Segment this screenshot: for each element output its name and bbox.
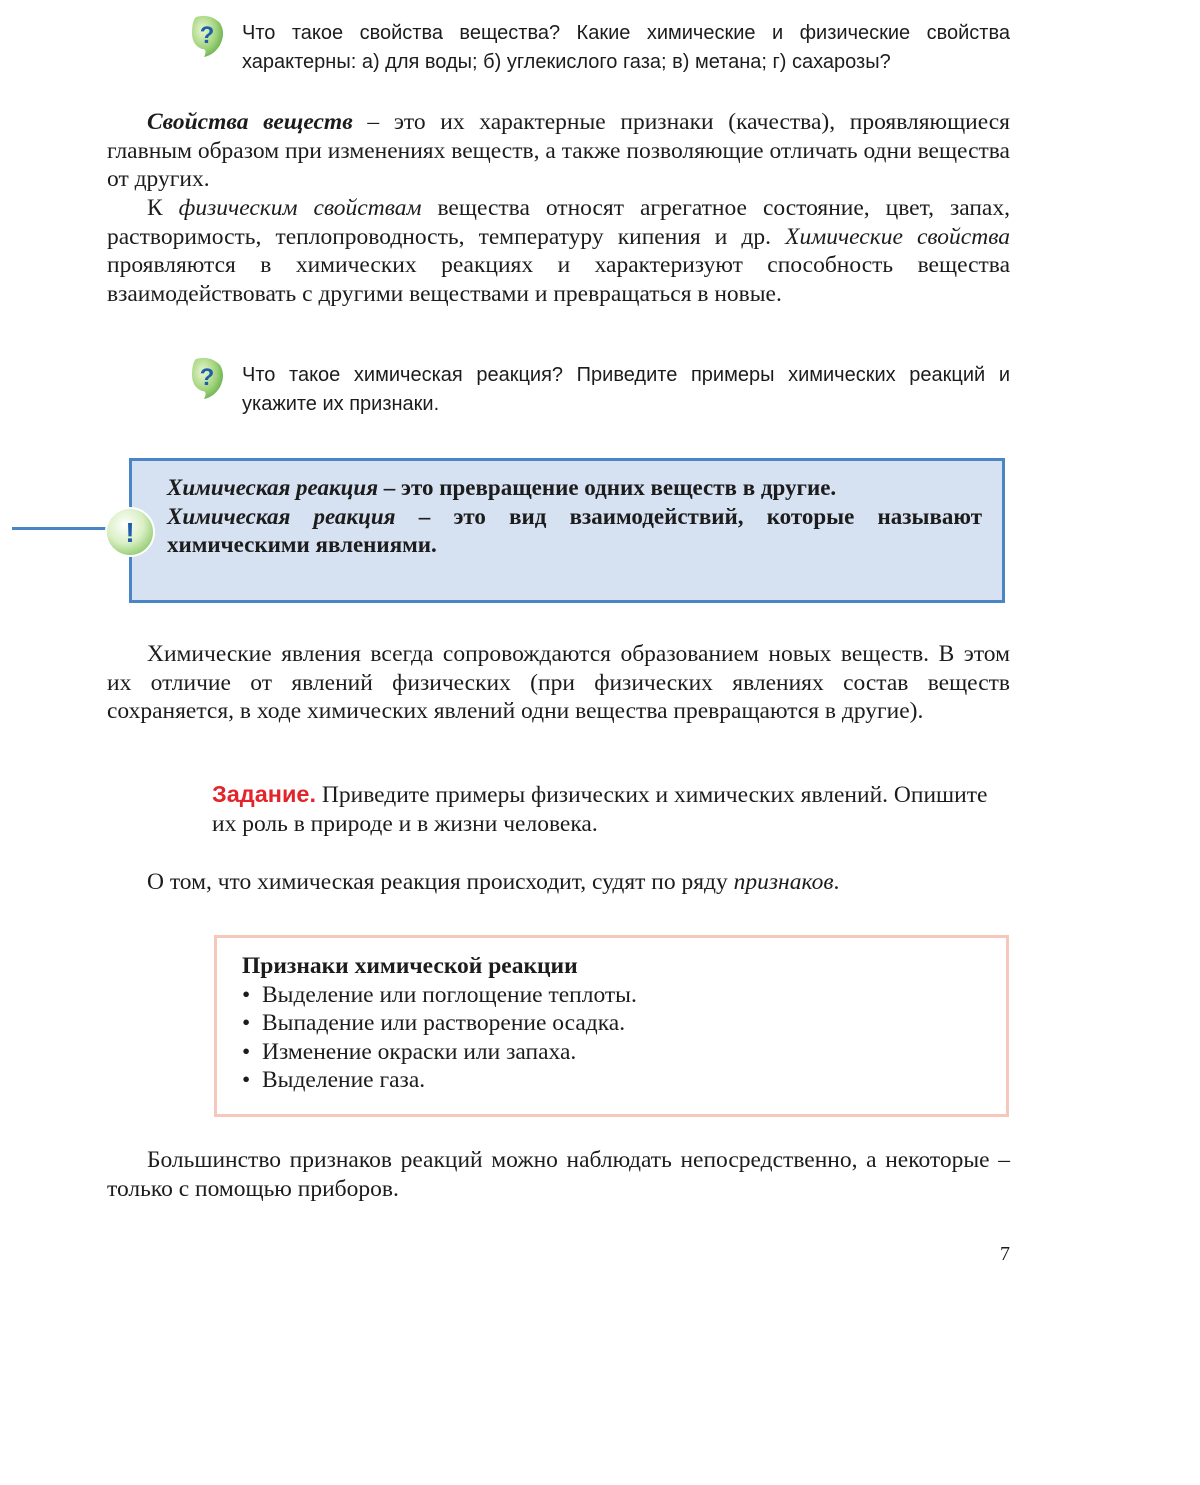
question-block-properties (190, 15, 1010, 77)
paragraph-physical-chemical (107, 194, 1010, 308)
definition-connector-line (12, 527, 108, 530)
paragraph-text: вещества относят агрегатное состояние, цвет, запах, растворимость, теплопроводность, температуру кипения и др. (107, 195, 1010, 250)
paragraph-text: Большинство признаков реакций можно наблюдать непосредственно, а некоторые – только с помощью приборов. (107, 1147, 1010, 1202)
paragraph-text: О том, что химическая реакция происходит, судят по ряду (147, 869, 734, 895)
page-number: 7 (1000, 1243, 1010, 1265)
paragraph-phenomena (107, 640, 1010, 726)
paragraph-text: Химические явления всегда сопровождаются образованием новых веществ. В этом их отличие от явлений физических (при физических явлениях состав веществ сохраняется, в ходе химических явлений одни вещества превращаются в другие). (107, 641, 1010, 725)
signs-list (242, 981, 982, 1095)
task-label: Задание. (212, 781, 317, 807)
question-block-reaction (190, 357, 1010, 419)
term-physical-properties: физическим свойствам (178, 195, 422, 221)
task-text: Приведите примеры физических и химических явлений. Опишите их роль в природе и в жизни человека. (212, 782, 988, 837)
signs-content (242, 952, 982, 1095)
svg-text:!: ! (125, 517, 135, 548)
term-chemical-properties: Химические свойства (785, 223, 1010, 250)
definition-text (167, 474, 982, 560)
exclamation-icon (103, 505, 157, 559)
definition-1 (167, 474, 982, 503)
paragraph-properties (107, 108, 1010, 194)
signs-title: Признаки химической реакции (242, 953, 578, 979)
paragraph-end: . (833, 869, 840, 895)
term-properties: Свойства веществ (147, 109, 353, 135)
question-text: Что такое свойства вещества? Какие химические и физические свойства характерны: а) для воды; б) углекислого газа; в) метана; г) сахарозы? (242, 22, 1010, 73)
list-item: • Изменение окраски или запаха. (242, 1038, 982, 1067)
svg-text:?: ? (199, 22, 215, 49)
term-chemical-reaction: Химическая реакция (167, 475, 379, 500)
list-item: • Выделение газа. (242, 1066, 982, 1095)
task-block (212, 780, 1010, 838)
list-item: • Выпадение или растворение осадка. (242, 1009, 982, 1038)
term-chemical-reaction: Химическая реакция (167, 503, 396, 529)
svg-text:?: ? (199, 364, 215, 391)
question-mark-icon (190, 357, 228, 401)
paragraph-observation (107, 1146, 1010, 1203)
question-mark-icon (190, 15, 228, 59)
paragraph-signs-intro (107, 868, 1010, 897)
definition-2 (167, 503, 982, 560)
paragraph-lead: К (147, 195, 179, 221)
paragraph-text: – это их характерные признаки (качества), проявляющиеся главным образом при изменениях веществ, а также позволяющие отличать одни вещества от других. (107, 109, 1010, 193)
question-text: Что такое химическая реакция? Приведите примеры химических реакций и укажите их признаки. (242, 364, 1010, 415)
term-signs: признаков (733, 869, 834, 895)
definition-body: – это вид взаимодействий, которые называют химическими явлениями. (167, 503, 982, 558)
paragraph-text: проявляются в химических реакциях и характеризуют способность вещества взаимодействовать с другими веществами и превращаться в новые. (107, 252, 1010, 307)
definition-body: – это превращение одних веществ в другие. (378, 475, 837, 500)
list-item: • Выделение или поглощение теплоты. (242, 981, 982, 1010)
